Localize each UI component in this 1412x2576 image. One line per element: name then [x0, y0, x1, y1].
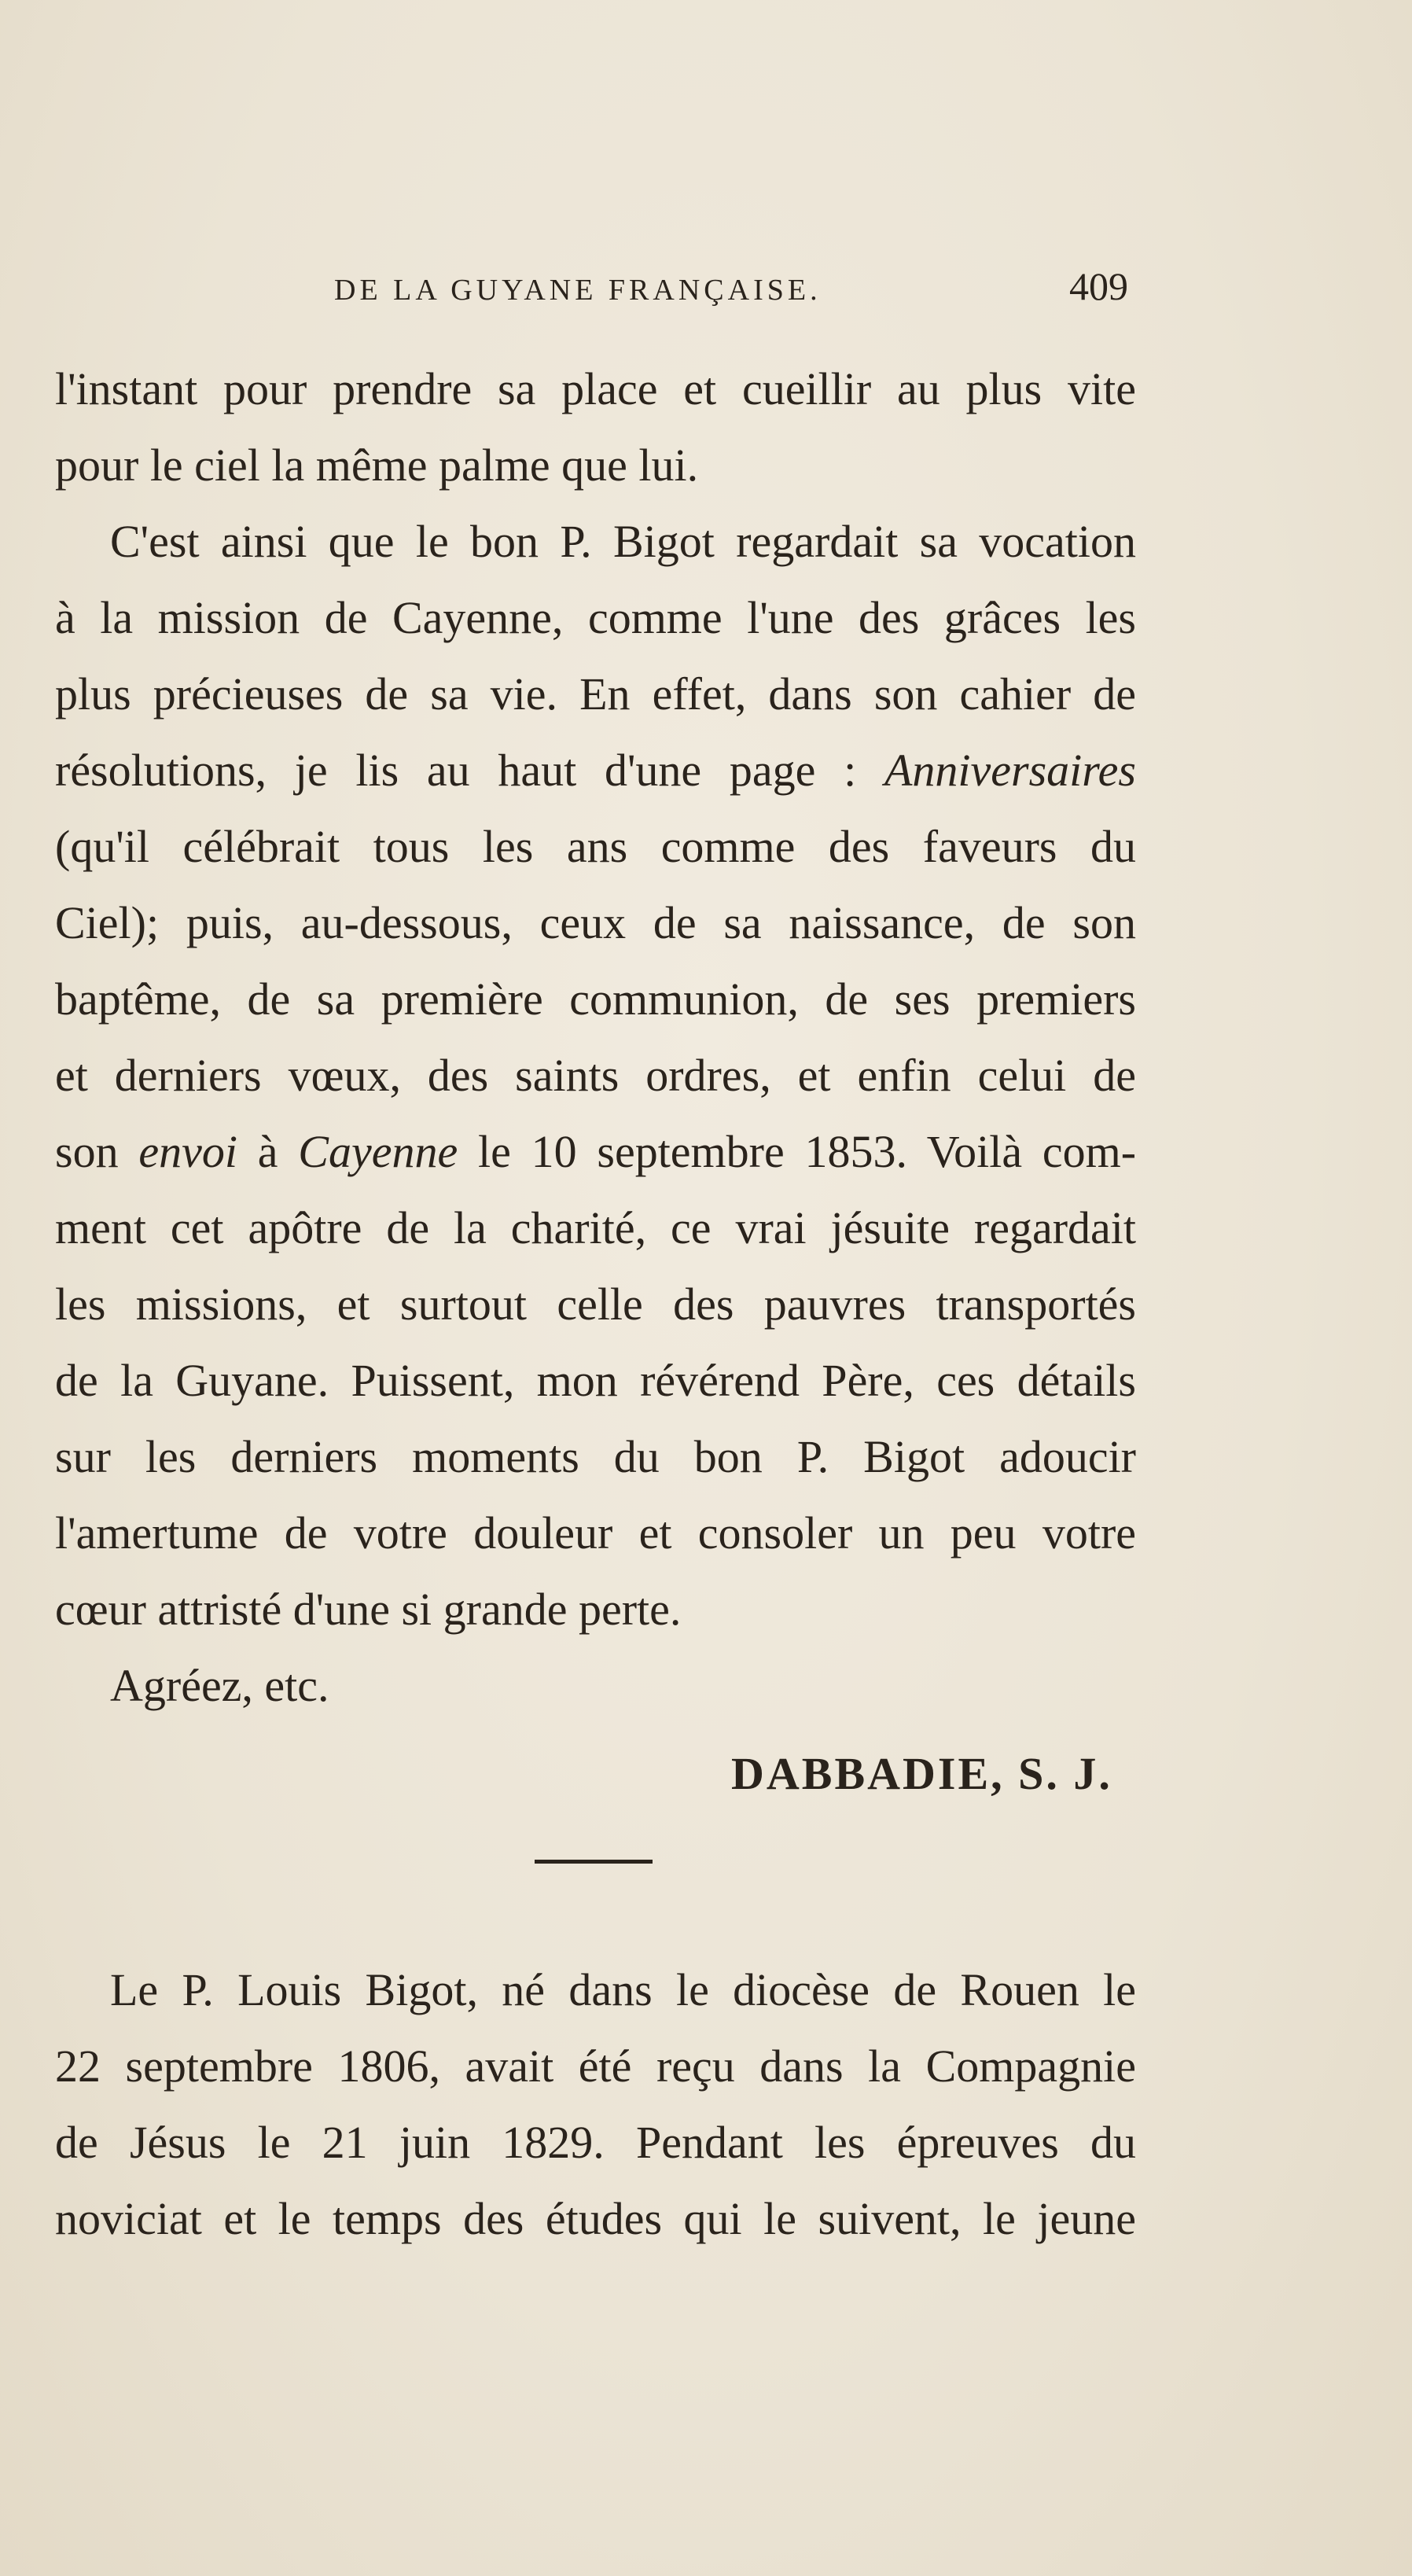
text-line: ment cet apôtre de la charité, ce vrai jésuite regardait — [55, 1202, 1136, 1253]
text-line: cœur attristé d'une si grande perte. — [55, 1584, 682, 1635]
paragraph-biography — [55, 1952, 1136, 2257]
text-line: baptême, de sa première communion, de ses premiers — [55, 973, 1136, 1025]
section-divider — [535, 1860, 653, 1864]
text-line: plus précieuses de sa vie. En effet, dans son cahier de — [55, 668, 1136, 719]
text-line: de la Guyane. Puissent, mon révérend Père, ces détails — [55, 1355, 1136, 1406]
paragraph-bigot-vocation — [55, 503, 1136, 1647]
text-line: pour le ciel la même palme que lui. — [55, 440, 699, 491]
closing-salutation: Agréez, etc. — [110, 1660, 329, 1711]
italic-anniversaires: Anniversaires — [884, 745, 1136, 796]
page-number: 409 — [1069, 264, 1128, 308]
page-header — [334, 263, 1128, 326]
text-line: de Jésus le 21 juin 1829. Pendant les épreuves du — [55, 2117, 1136, 2168]
text-line: C'est ainsi que le bon P. Bigot regardait sa vocation — [110, 516, 1136, 567]
text-segment: le 10 septembre 1853. Voilà com- — [477, 1126, 1136, 1177]
text-line — [55, 1113, 1136, 1190]
text-line: l'instant pour prendre sa place et cueillir au plus vite — [55, 363, 1136, 414]
text-segment: à — [257, 1126, 278, 1177]
text-segment: son — [55, 1126, 119, 1177]
running-head: DE LA GUYANE FRANÇAISE. — [334, 274, 822, 307]
text-segment: résolutions, je lis au haut d'une page : — [55, 745, 857, 796]
text-line: Le P. Louis Bigot, né dans le diocèse de Rouen le — [110, 1964, 1136, 2015]
text-line: sur les derniers moments du bon P. Bigot adoucir — [55, 1431, 1136, 1482]
text-line — [55, 732, 1136, 808]
text-line: Ciel); puis, au-dessous, ceux de sa naissance, de son — [55, 897, 1136, 948]
paragraph-continued — [55, 351, 1136, 503]
text-line: et derniers vœux, des saints ordres, et enfin celui de — [55, 1050, 1136, 1101]
italic-cayenne: Cayenne — [298, 1126, 458, 1177]
signature: DABBADIE, S. J. — [731, 1748, 1112, 1799]
text-line: les missions, et surtout celle des pauvres transportés — [55, 1279, 1136, 1330]
text-line: (qu'il célébrait tous les ans comme des faveurs du — [55, 821, 1136, 872]
text-line: noviciat et le temps des études qui le suivent, le jeune — [55, 2193, 1136, 2244]
text-line: 22 septembre 1806, avait été reçu dans la Compagnie — [55, 2041, 1136, 2092]
italic-envoi: envoi — [138, 1126, 237, 1177]
text-line: l'amertume de votre douleur et consoler un peu votre — [55, 1507, 1136, 1558]
text-line: à la mission de Cayenne, comme l'une des grâces les — [55, 592, 1136, 643]
